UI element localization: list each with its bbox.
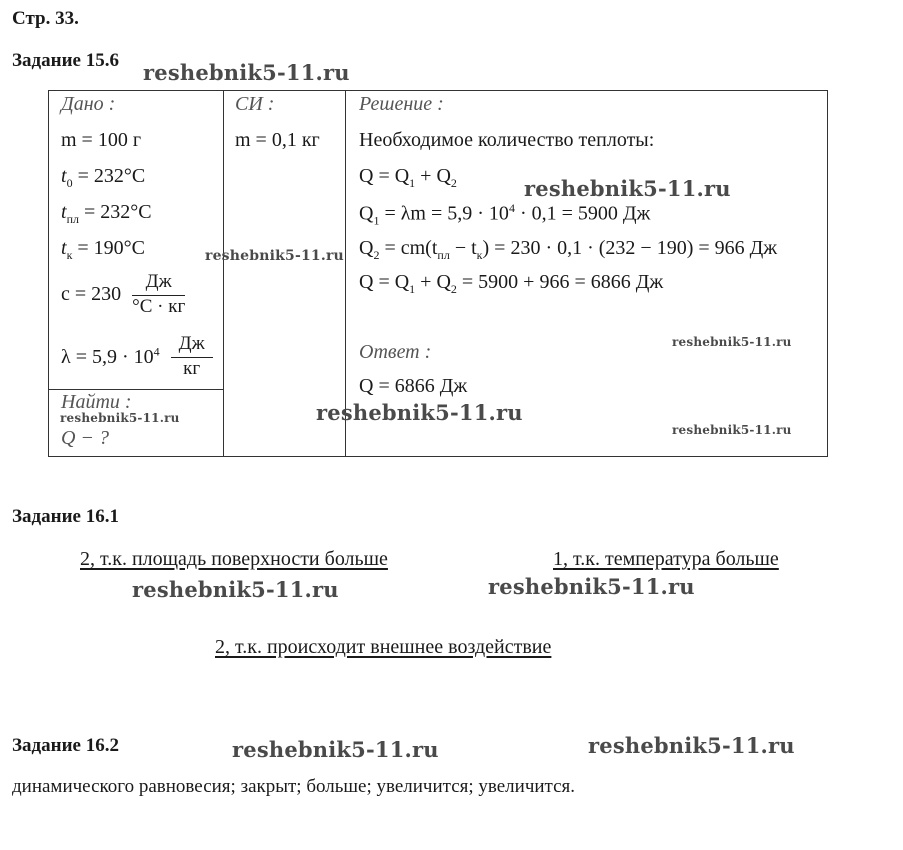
solution-line-4: $Q = Q_1 + Q_2 = 5900 + 966 = 6866$ Дж [359, 271, 664, 296]
find-value: Q − ? [61, 427, 109, 449]
given-label: Дано : [61, 93, 116, 115]
given-c: c = 230 $\frac{Дж}{^\circ C \cdot кг}$ [61, 271, 186, 317]
watermark: reshebnik5-11.ru [132, 577, 339, 602]
watermark: reshebnik5-11.ru [60, 411, 180, 425]
watermark: reshebnik5-11.ru [588, 733, 795, 758]
task-16-2-heading: Задание 16.2 [12, 735, 119, 756]
task-16-1-answer-2: 1, т.к. температура больше [553, 548, 779, 570]
solution-line-3: $Q_2 = cm(t_{пл} - t_к) = 230 \cdot 0,1 \cdot (232 - 190) = 966$ Дж [359, 237, 778, 262]
task-16-1-answer-3: 2, т.к. происходит внешнее воздействие [215, 636, 552, 658]
answer-label: Ответ : [359, 341, 432, 363]
watermark: reshebnik5-11.ru [232, 737, 439, 762]
solution-line-1: $Q = Q_1 + Q_2$ [359, 165, 457, 190]
task-16-1-heading: Задание 16.1 [12, 506, 119, 527]
given-tk: $t_к = 190^\circ C$ [61, 237, 146, 262]
task-16-2-text: динамического равновесия; закрыт; больше; увеличится; увеличится. [12, 776, 576, 797]
given-lambda: $\lambda = 5,9 \cdot 10^4$ $\frac{Дж}{кг}$ [61, 333, 213, 380]
watermark: reshebnik5-11.ru [672, 423, 792, 437]
page-title: Стр. 33. [12, 8, 79, 29]
si-mass: m = 0,1 кг [235, 129, 320, 151]
watermark: reshebnik5-11.ru [316, 400, 523, 425]
find-label: Найти : [61, 391, 132, 413]
solution-line-2: $Q_1 = \lambda m = 5,9 \cdot 10^4 \cdot 0,1 = 5900$ Дж [359, 201, 651, 228]
watermark: reshebnik5-11.ru [205, 248, 344, 264]
answer-value: Q = 6866 Дж [359, 375, 468, 397]
solution-intro: Необходимое количество теплоты: [359, 129, 655, 151]
si-label: СИ : [235, 93, 275, 115]
watermark: reshebnik5-11.ru [143, 60, 350, 85]
watermark: reshebnik5-11.ru [524, 176, 731, 201]
watermark: reshebnik5-11.ru [672, 335, 792, 349]
watermark: reshebnik5-11.ru [488, 574, 695, 599]
given-mass: m = 100 г [61, 129, 142, 151]
given-tpl: $t_{пл} = 232^\circ C$ [61, 201, 152, 226]
task-16-1-answer-1: 2, т.к. площадь поверхности больше [80, 548, 388, 570]
solution-label: Решение : [359, 93, 444, 115]
given-t0: $t_0 = 232^\circ C$ [61, 165, 146, 190]
task-15-6-heading: Задание 15.6 [12, 50, 119, 71]
